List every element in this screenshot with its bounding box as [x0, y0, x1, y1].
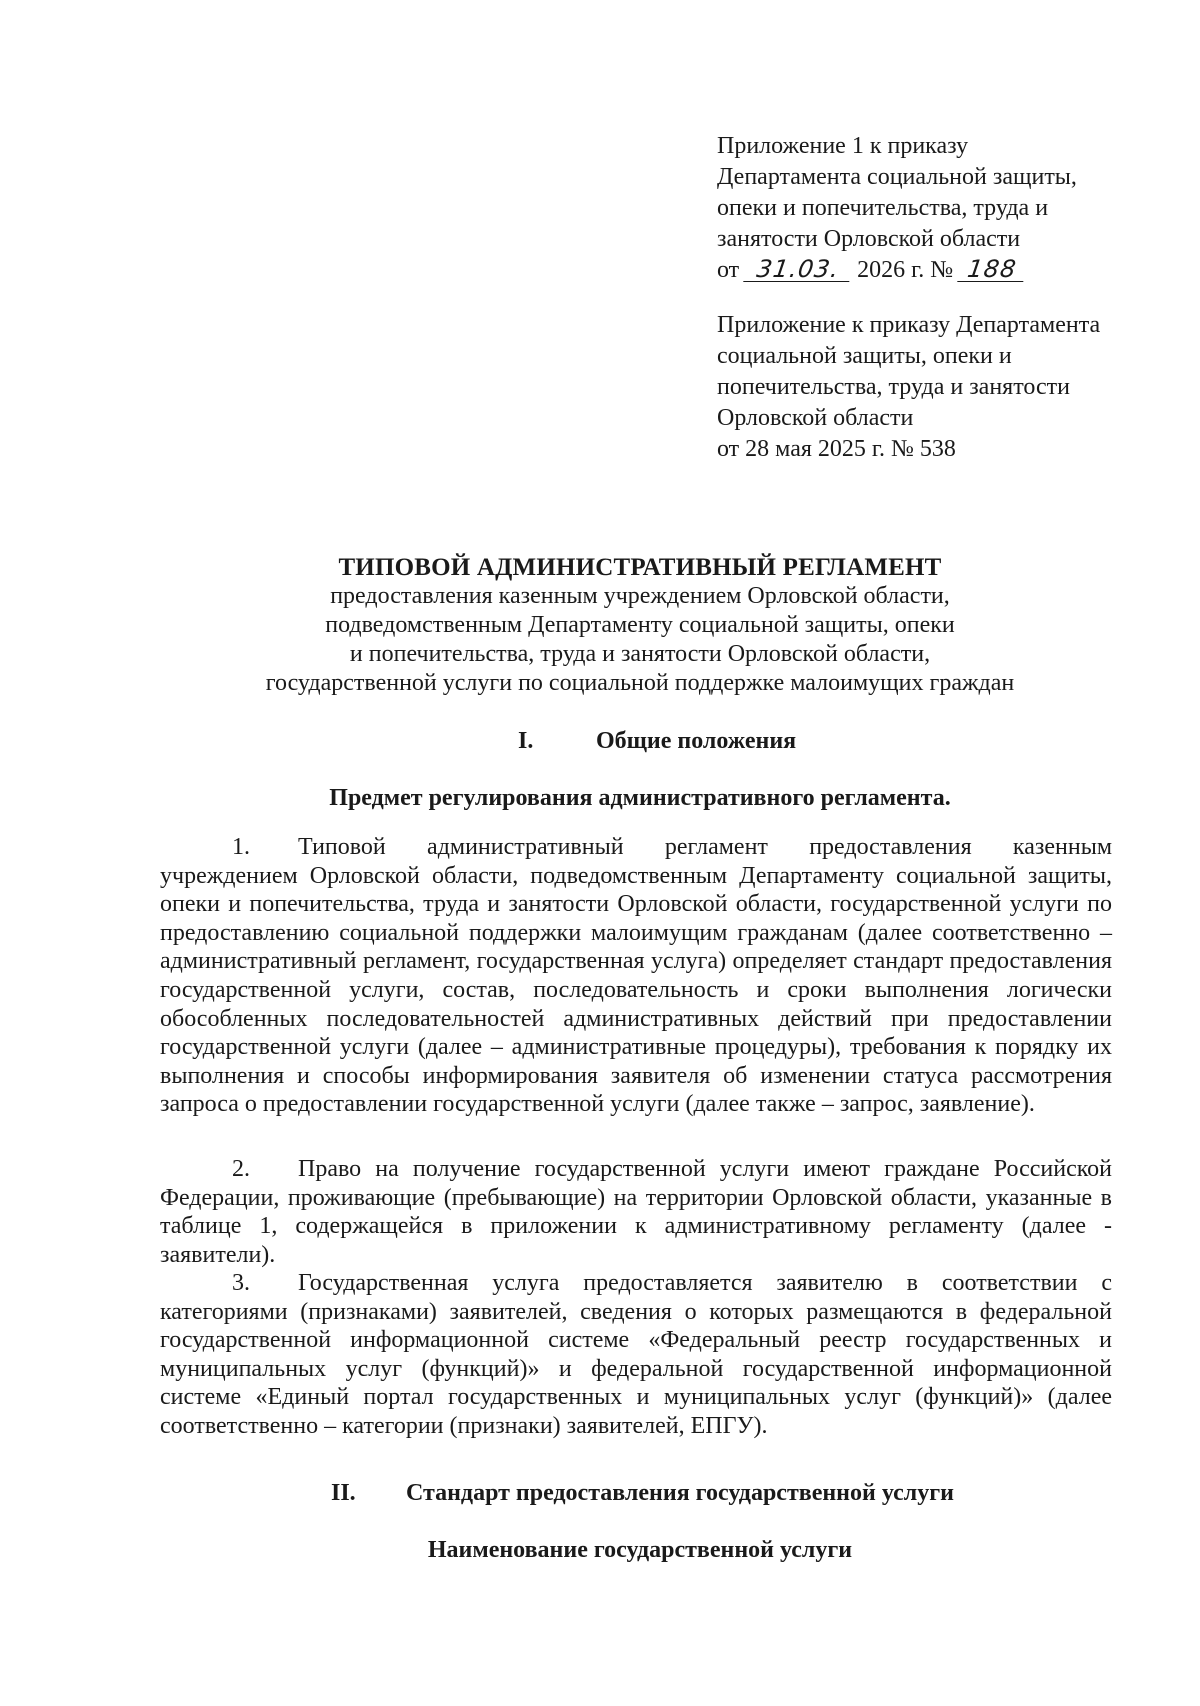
section-1-title: Общие положения	[596, 728, 797, 754]
section-2-title: Стандарт предоставления государственной услуги	[406, 1480, 954, 1506]
appendix-1-header	[717, 131, 1137, 286]
paragraph-2-text: Право на получение государственной услуги имеют граждане Российской Федерации, проживающие (пребывающие) на территории Орловской области, указанные в таблице 1, содержащейся в приложении к административному регламенту (далее - заявители).	[160, 1156, 1112, 1268]
appendix-2-line-1: Приложение к приказу Департамента	[717, 312, 1101, 338]
section-1-heading	[518, 727, 796, 756]
paragraph-3	[160, 1269, 1112, 1441]
title-sub-line-1: предоставления казенным учреждением Орловской области,	[330, 583, 950, 609]
handwritten-date: 31.03.	[743, 257, 853, 282]
title-sub-line-4: государственной услуги по социальной поддержке малоимущих граждан	[265, 670, 1015, 696]
section-1-number: I.	[518, 728, 534, 754]
paragraph-2	[160, 1155, 1112, 1269]
paragraph-1-number: 1.	[232, 834, 250, 860]
appendix-2-line-3: попечительства, труда и занятости	[717, 374, 1070, 400]
section-2-number: II.	[331, 1480, 356, 1506]
section-1-subheading: Предмет регулирования административного регламента.	[329, 785, 951, 811]
paragraph-3-text: Государственная услуга предоставляется заявителю в соответствии с категориями (признаками) заявителей, сведения о которых размещаются в федеральной государственной информационной системе «Федеральный реестр государственных и муниципальных услуг (функций)» и федеральной государственной информационной системе «Единый портал государственных и муниципальных услуг (функций)» (далее соответственно – категории (признаки) заявителей, ЕПГУ).	[160, 1270, 1112, 1439]
paragraph-2-number: 2.	[232, 1156, 250, 1182]
paragraph-1-text: Типовой административный регламент предоставления казенным учреждением Орловской области, подведомственным Департаменту социальной защиты, опеки и попечительства, труда и занятости Орловской области, государственной услуги по предоставлению социальной поддержки малоимущим гражданам (далее соответственно – административный регламент, государственная услуга) определяет стандарт предоставления государственной услуги, состав, последовательность и сроки выполнения логически обособленных последовательностей административных действий при предоставлении государственной услуги (далее – административные процедуры), требования к порядку их выполнения и способы информирования заявителя об изменении статуса рассмотрения запроса о предоставлении государственной услуги (далее также – запрос, заявление).	[160, 834, 1112, 1118]
date-prefix: от	[717, 257, 740, 283]
section-2-heading	[331, 1479, 954, 1508]
appendix-1-date-line	[717, 255, 1137, 286]
appendix-1-line-3: опеки и попечительства, труда и	[717, 195, 1049, 221]
appendix-2-line-4: Орловской области	[717, 405, 914, 431]
title-subtitle	[160, 582, 1120, 698]
handwritten-order-number: 188	[957, 257, 1027, 282]
appendix-2-line-2: социальной защиты, опеки и	[717, 343, 1012, 369]
title-main: ТИПОВОЙ АДМИНИСТРАТИВНЫЙ РЕГЛАМЕНТ	[338, 554, 942, 581]
section-2-subheading: Наименование государственной услуги	[427, 1537, 853, 1563]
paragraph-1	[160, 833, 1112, 1119]
title-sub-line-2: подведомственным Департаменту социальной защиты, опеки	[325, 612, 955, 638]
appendix-1-line-2: Департамента социальной защиты,	[717, 164, 1077, 190]
title-sub-line-3: и попечительства, труда и занятости Орловской области,	[349, 641, 931, 667]
appendix-1-line-1: Приложение 1 к приказу	[717, 133, 969, 159]
appendix-2-header	[717, 310, 1137, 465]
document-title	[160, 553, 1120, 698]
paragraph-3-number: 3.	[232, 1270, 250, 1296]
appendix-1-line-4: занятости Орловской области	[717, 226, 1021, 252]
year-text: 2026 г. №	[857, 257, 954, 283]
appendix-2-line-5: от 28 мая 2025 г. № 538	[717, 436, 956, 462]
